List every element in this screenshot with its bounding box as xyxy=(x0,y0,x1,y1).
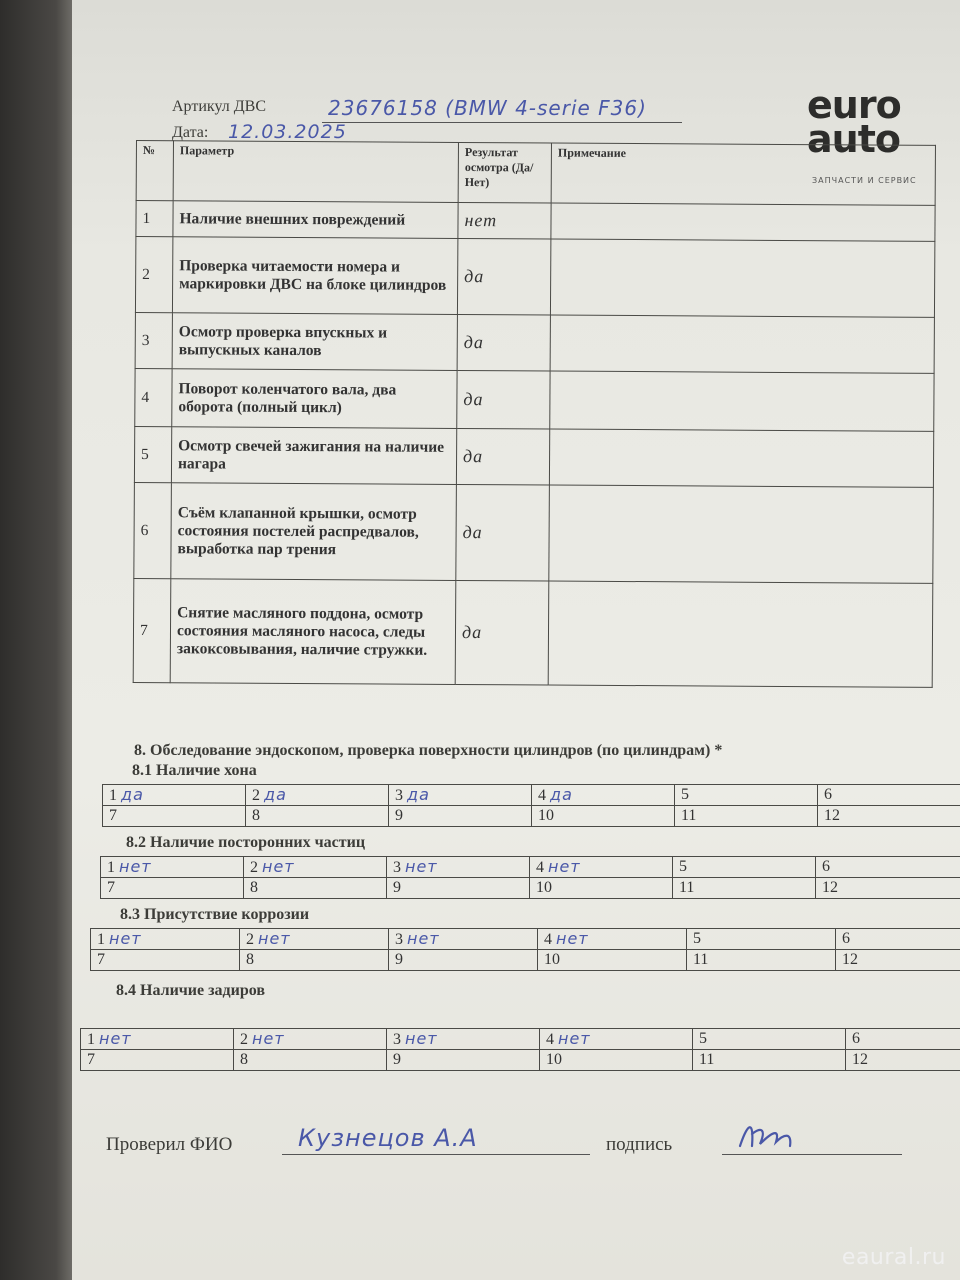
row-num: 4 xyxy=(135,368,172,426)
cell-num: 1 xyxy=(109,787,117,804)
cell-num: 11 xyxy=(675,806,818,827)
article-label: Артикул ДВС xyxy=(172,98,266,115)
row-note xyxy=(551,203,935,241)
cell-num: 7 xyxy=(81,1050,234,1071)
table-row xyxy=(134,482,934,583)
cell-num: 10 xyxy=(530,878,673,899)
row-note xyxy=(549,485,934,583)
cell-num: 10 xyxy=(540,1050,693,1071)
article-value: 23676158 (BMW 4-serie F36) xyxy=(328,96,647,120)
cylinder-grid xyxy=(100,856,960,899)
cell-num: 4 xyxy=(546,1031,554,1048)
cell-num: 10 xyxy=(532,806,675,827)
euroauto-logo: euro auto xyxy=(807,83,901,161)
cell-num: 9 xyxy=(389,950,538,971)
cell-num: 6 xyxy=(836,929,960,950)
cell-num: 11 xyxy=(687,950,836,971)
cell-num: 3 xyxy=(393,1031,401,1048)
cell-num: 5 xyxy=(675,785,818,806)
row-note xyxy=(550,239,934,317)
row-param: Съём клапанной крышки, осмотр состояния постелей распредвалов, выработка пар трения xyxy=(171,483,457,581)
cell-mark: нет xyxy=(405,1029,438,1048)
signature-label: подпись xyxy=(606,1134,673,1155)
row-result: да xyxy=(457,370,550,429)
col-header-note: Примечание xyxy=(551,143,935,205)
cell-num: 5 xyxy=(673,857,816,878)
row-param: Наличие внешних повреждений xyxy=(173,201,458,239)
inspection-table xyxy=(133,140,936,688)
cell-num: 3 xyxy=(393,859,401,876)
section-title: 8.2 Наличие посторонних частиц xyxy=(126,834,366,851)
logo-subtitle: ЗАПЧАСТИ И СЕРВИС xyxy=(812,176,917,185)
cell-mark: нет xyxy=(99,1029,132,1048)
cell-num: 4 xyxy=(538,787,546,804)
signature-underline xyxy=(722,1154,902,1155)
row-num: 5 xyxy=(134,426,171,482)
cell-num: 9 xyxy=(389,806,532,827)
cylinder-grid xyxy=(90,928,960,971)
inspection-form-sheet xyxy=(72,0,960,1280)
table-row xyxy=(135,368,934,431)
cell-num: 4 xyxy=(544,931,552,948)
cell-num: 12 xyxy=(846,1050,960,1071)
cell-num: 2 xyxy=(252,787,260,804)
cylinder-grid xyxy=(80,1028,960,1071)
cell-num: 6 xyxy=(846,1029,960,1050)
cell-num: 7 xyxy=(103,806,246,827)
endoscope-title: 8. Обследование эндоскопом, проверка поверхности цилиндров (по цилиндрам) * xyxy=(134,742,723,759)
cell-num: 2 xyxy=(240,1031,248,1048)
date-label: Дата: xyxy=(172,124,209,141)
cell-num: 12 xyxy=(836,950,960,971)
cell-num: 8 xyxy=(240,950,389,971)
section-title: 8.4 Наличие задиров xyxy=(116,982,266,999)
cell-num: 6 xyxy=(818,785,960,806)
checked-by-name: Кузнецов А.А xyxy=(298,1124,478,1152)
name-underline xyxy=(282,1154,590,1155)
row-note xyxy=(548,581,933,687)
row-note xyxy=(550,315,934,373)
cell-num: 3 xyxy=(395,787,403,804)
cell-mark: нет xyxy=(556,929,589,948)
cell-num: 4 xyxy=(536,859,544,876)
col-header-param: Параметр xyxy=(173,141,458,203)
row-result: да xyxy=(456,484,550,581)
row-note xyxy=(550,371,934,431)
article-underline xyxy=(322,122,682,123)
cell-num: 1 xyxy=(97,931,105,948)
cell-num: 7 xyxy=(91,950,240,971)
cell-num: 8 xyxy=(246,806,389,827)
cell-mark: нет xyxy=(548,857,581,876)
section-title: 8.3 Присутствие коррозии xyxy=(120,906,310,923)
row-param: Осмотр проверка впускных и выпускных каналов xyxy=(172,313,457,371)
cylinder-grid xyxy=(102,784,960,827)
col-header-result: Результат осмотра (Да/Нет) xyxy=(458,142,551,203)
row-result: да xyxy=(457,314,550,371)
cell-mark: нет xyxy=(262,857,295,876)
cell-mark: нет xyxy=(558,1029,591,1048)
section-title: 8.1 Наличие хона xyxy=(132,762,257,779)
table-row xyxy=(133,578,933,687)
table-row xyxy=(136,201,935,242)
date-value: 12.03.2025 xyxy=(228,121,347,143)
row-param: Снятие масляного поддона, осмотр состояния масляного насоса, следы закоксовывания, наличие стружки. xyxy=(170,579,456,685)
row-note xyxy=(549,429,933,487)
row-num: 2 xyxy=(135,237,172,313)
table-row xyxy=(134,426,933,487)
cell-num: 6 xyxy=(816,857,960,878)
cell-num: 10 xyxy=(538,950,687,971)
table-row xyxy=(135,237,934,318)
cell-mark: да xyxy=(407,785,430,804)
cell-mark: да xyxy=(264,785,287,804)
cell-mark: да xyxy=(550,785,573,804)
cell-num: 3 xyxy=(395,931,403,948)
cell-num: 7 xyxy=(101,878,244,899)
cell-mark: нет xyxy=(109,929,142,948)
cell-num: 11 xyxy=(693,1050,846,1071)
cell-num: 9 xyxy=(387,878,530,899)
cell-mark: нет xyxy=(252,1029,285,1048)
row-num: 1 xyxy=(136,201,173,237)
cell-num: 2 xyxy=(246,931,254,948)
cell-num: 5 xyxy=(687,929,836,950)
cell-num: 2 xyxy=(250,859,258,876)
cell-num: 11 xyxy=(673,878,816,899)
row-param: Поворот коленчатого вала, два оборота (полный цикл) xyxy=(172,369,457,429)
row-result: да xyxy=(456,428,549,485)
row-num: 7 xyxy=(133,578,171,682)
background-left xyxy=(0,0,80,1280)
cell-mark: да xyxy=(121,785,144,804)
site-watermark: eaural.ru xyxy=(841,1245,946,1270)
row-param: Проверка читаемости номера и маркировки ДВС на блоке цилиндров xyxy=(172,237,457,315)
cell-num: 1 xyxy=(107,859,115,876)
cell-mark: нет xyxy=(405,857,438,876)
cell-num: 9 xyxy=(387,1050,540,1071)
checked-by-label: Проверил ФИО xyxy=(106,1134,233,1155)
cell-num: 1 xyxy=(87,1031,95,1048)
row-param: Осмотр свечей зажигания на наличие нагара xyxy=(171,427,456,485)
cell-mark: нет xyxy=(407,929,440,948)
cell-num: 12 xyxy=(818,806,960,827)
table-row xyxy=(135,312,934,373)
cell-mark: нет xyxy=(119,857,152,876)
col-header-num: № xyxy=(136,141,173,201)
cell-num: 8 xyxy=(244,878,387,899)
cell-mark: нет xyxy=(258,929,291,948)
cell-num: 12 xyxy=(816,878,960,899)
row-result: нет xyxy=(458,202,551,239)
row-num: 3 xyxy=(135,312,172,368)
row-result: да xyxy=(457,238,550,315)
row-result: да xyxy=(455,580,549,685)
cell-num: 8 xyxy=(234,1050,387,1071)
cell-num: 5 xyxy=(693,1029,846,1050)
row-num: 6 xyxy=(134,482,172,578)
